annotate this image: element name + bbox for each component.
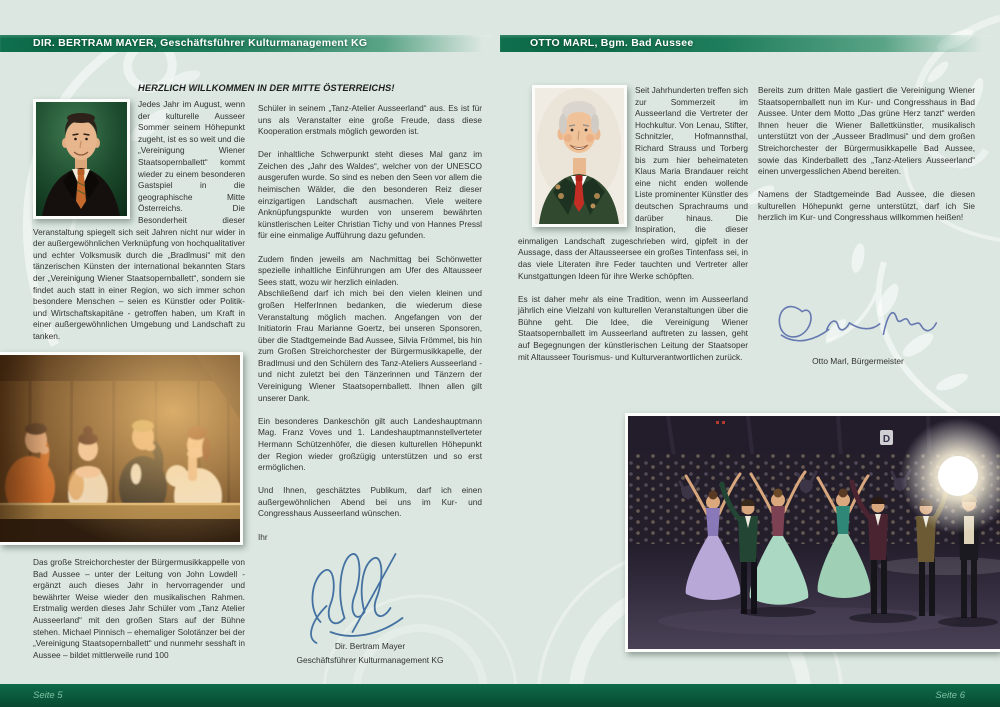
stage-photo-graphic [628,416,1000,649]
stage-door-sign: D [882,434,891,445]
signatory-name: Dir. Bertram Mayer [334,641,406,651]
right-header-bar [500,35,992,52]
paragraph: Und Ihnen, geschätztes Publikum, darf ich einen außergewöhnlichen Abend bei uns im Kur- und Congresshaus Ausseerland wünschen. [258,485,482,519]
welcome-heading: HERZLICH WILLKOMMEN IN DER MITTE ÖSTERREICHS! [138,83,395,93]
footer-bar [0,684,1000,707]
portrait-otto-marl-graphic [535,88,624,224]
right-column-1 [518,85,748,363]
photo-ensemble-balcony [0,352,243,545]
right-column-2 [758,85,975,236]
paragraph: Bereits zum dritten Male gastiert die Vereinigung Wiener Staatsopernballett nun im Kur- und Congresshaus in Bad Aussee. Unter dem Motto „Das grüne Herz tanzt“ werden Ihnen heuer die Wiener Ballettkünstler, musikalisch unterstützt von der „Ausseer Bradlmusi“ und dem großen Streichorchester der Bürgermusikkapelle Bad Aussee, sowie das Kinderballett des „Tanz-Ateliers Ausseerland“ einen unvergesslichen Abend bereiten. [758,85,975,177]
page-number-left: Seite 5 [33,690,63,701]
closing-salutation: Ihr [258,531,268,542]
left-column-2 [258,103,482,555]
paragraph: Der inhaltliche Schwerpunkt steht dieses Mal ganz im Zeichen des „Jahr des Waldes“, welcher von der UNESCO ausgerufen wurde. So sind es neben den Seen vor allem die heimischen Wälder, die den besonderen Reiz dieser einzigartigen Landschaft ausmachen. Viele weitere Anknüpfungspunkte wurden von unserem bewährten künstlerischen Leiter Christian Tichy und von Hannes Pressl für eine einmalige Aufführung dazu gefunden. [258,149,482,241]
paragraph: Namens der Stadtgemeinde Bad Aussee, die diesen kulturellen Höhepunkt gerne unterstützt, darf ich Sie herzlich im Kur- und Congresshaus willkommen heißen! [758,189,975,223]
page-number-right: Seite 6 [935,690,965,701]
paragraph: Abschließend darf ich mich bei den vielen kleinen und großen HelferInnen bedanken, die wiederum diese Veranstaltung möglich machen. Angefangen von der Initiatorin Frau Marianne Goertz, bei unseren Sponsoren, über die Stadtgemeinde Bad Aussee, Silvia Frömmel, bis hin zum Großen Streichorchester der Bürgermusikkapelle, der Bradlmusi und den Schülern des Tanz-Ateliers Ausseerland - und nicht zuletzt bei den Tänzerinnen und Tänzern der Vereinigung Wiener Staatsopernballett. Ihnen allen gilt unserer Dank. [258,288,482,403]
photo-ballet-stage [625,413,1000,652]
portrait-bertram-mayer-graphic [36,102,127,216]
portrait-photo-otto-marl [532,85,627,227]
signatory-title: Geschäftsführer Kulturmanagement KG [296,654,444,665]
signature-bertram-mayer [298,550,433,645]
right-signatory-block [758,355,958,369]
paragraph: Es ist daher mehr als eine Tradition, wenn im Ausseerland jährlich eine Vielzahl von kulturellen Veranstaltungen über die Bühne geht. Die Idee, die Vereinigung Wiener Staatsopernballett im Ausseerland auftreten zu lassen, geht auf Begegnungen der künstlerischen Leitung der Staatsoper mit Altausseer Tourismus- und Kulturverantwortlichen zurück. [518,293,748,362]
paragraph: Zudem finden jeweils am Nachmittag bei Schönwetter spezielle inhaltliche Einführungen am Ufer des Altausseer Sees statt, wozu wir herzlich einladen. [258,253,482,287]
paragraph: Ein besonderes Dankeschön gilt auch Landeshauptmann Mag. Franz Voves und 1. Landeshauptmannstellverteter Hermann Schützenhöfer, die diesen kulturellen Höhepunkt der Region wieder großzügig unterstützen und so erst ermöglichen. [258,415,482,473]
portrait-photo-bertram-mayer [33,99,130,219]
left-column-bottom-paragraph: Das große Streichorchester der Bürgermusikkappelle von Bad Aussee – unter der Leitung von John Lowdell - ergänzt auch dieses Jahr in hervorragender und bewährter Weise wieder den musikalischen Rahmen. Erstmalig werden dieses Jahr Schüler vom „Tanz Atelier Ausseerland“ mit den großen Stars auf der Bühne stehen. Michael Pinnisch – ehemaliger Solotänzer bei der „Vereinigung Staatsopernballett“ und nunmehr sesshaft in Aussee – bildet mittlerweile rund 100 [33,557,245,660]
left-header-bar [0,35,492,52]
paragraph: Seit Jahrhunderten treffen sich zur Sommerzeit im Ausseerland die Vertreter der Hochkultur. Von Lenau, Stifter, Schnitzler, Hofmannsthal, Richard Strauss und Torberg bis zum hier beheimateten Klaus Maria Brandauer reicht eine nicht enden wollende Liste prominenter Künstler des deutschen Sprachraums und darüber hinaus. Die Inspiration, die dieser einmaligen Landschaft zugeschrieben wird, gipfelt in der Aussage, dass der Altausseersee ein großes Tintenfass sei, in das viele Literaten ihre Feder tauchten und Vertreter aller Kunstgattungen Ideen für ihre Werke schöpften. [518,85,748,281]
left-signatory-block [258,640,482,667]
right-header-label: OTTO MARL, Bgm. Bad Aussee [530,37,694,49]
signatory-line: Otto Marl, Bürgermeister [812,356,904,366]
left-column-1 [33,99,245,342]
left-header-label: DIR. BERTRAM MAYER, Geschäftsführer Kulturmanagement KG [33,37,368,49]
balcony-photo-graphic [0,355,240,542]
signature-otto-marl [772,293,942,351]
left-intro-paragraph: Jedes Jahr im August, wenn der kulturelle Ausseer Sommer seinem Höhepunkt zugeht, ist es so weit und die „Vereinigung Wiener Staatsopernballett“ kommt wieder zu einem besonderen Gastspiel in die geographische Mitte Österreichs. Die Besonderheit dieser Veranstaltung spiegelt sich seit Jahren nicht nur wider in der außergewöhnlichen Verknüpfung von hochqualitativer und echter Volksmusik durch die „Bradlmusi“ mit den tänzerischen Künsten der international bekannten Stars der „Vereinigung Wiener Staatsopernballett“, sondern sie findet auch statt in einer Region, wo sich immer schon besondere Menschen – seien es Künstler oder Politik- und Wirtschaftskapitäne - getroffen haben, um Kraft in einer außergewöhnlichen Umgebung und Landschaft zu tanken. [33,99,245,341]
paragraph: Schüler in seinem „Tanz-Atelier Ausseerland“ aus. Es ist für uns als Veranstalter eine große Freude, dass diese Kooperation erstmals möglich geworden ist. [258,103,482,137]
